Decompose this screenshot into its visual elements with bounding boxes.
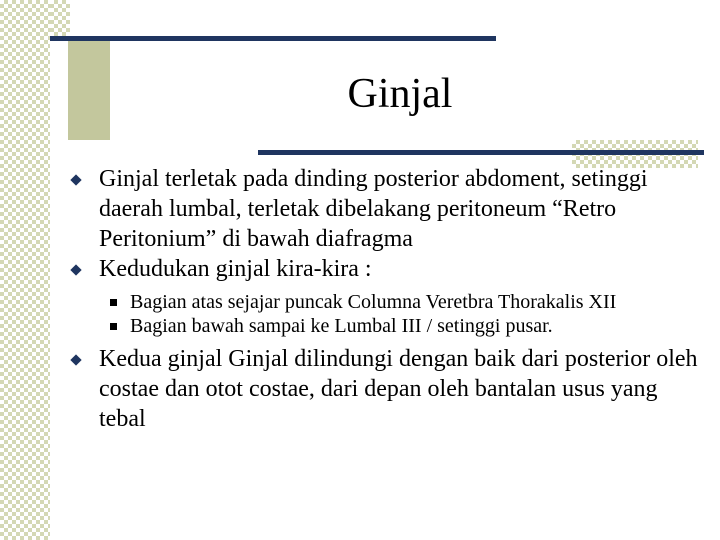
bullet-item [72,164,702,254]
slide-content [72,164,702,434]
square-bullet-icon [110,299,117,306]
top-rule-line [50,36,496,41]
bullet-text: Ginjal terletak pada dinding posterior abdoment, setinggi daerah lumbal, terletak dibelakang peritoneum “Retro Peritonium” di bawah diafragma [99,166,648,252]
sub-bullet-item [72,290,702,314]
bottom-rule-line [258,150,704,155]
square-bullet-icon [110,323,117,330]
diamond-bullet-icon [70,264,81,275]
bullet-item [72,344,702,434]
diamond-bullet-icon [70,354,81,365]
sub-bullet-item [72,314,702,338]
sub-bullet-text: Bagian bawah sampai ke Lumbal III / setinggi pusar. [130,315,553,337]
slide-title: Ginjal [347,71,453,117]
sub-bullet-text: Bagian atas sejajar puncak Columna Veretbra Thorakalis XII [130,291,617,313]
bullet-text: Kedua ginjal Ginjal dilindungi dengan baik dari posterior oleh costae dan otot costae, dari depan oleh bantalan usus yang tebal [99,346,698,432]
diamond-bullet-icon [70,174,81,185]
checkered-decoration-top [50,0,70,40]
olive-block-decoration [68,40,110,140]
bullet-item [72,254,702,284]
bullet-text: Kedudukan ginjal kira-kira : [99,256,372,282]
checkered-decoration-left [0,0,50,540]
